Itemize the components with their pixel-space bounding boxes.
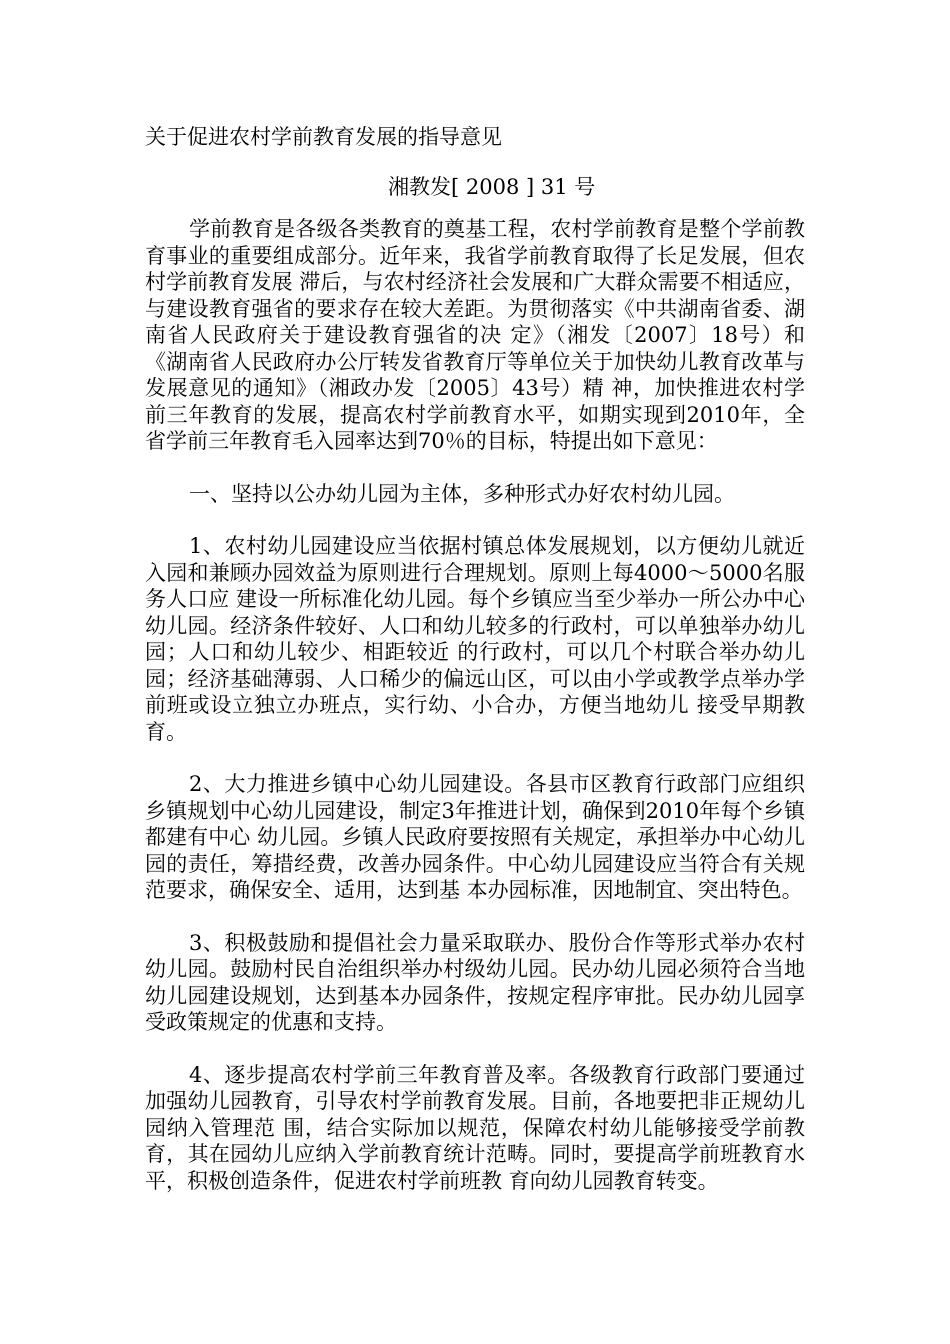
document-body (145, 216, 805, 1220)
paragraph-item-2: 2、大力推进乡镇中心幼儿园建设。各县市区教育行政部门应组织乡镇规划中心幼儿园建设，制定3年推进计划，确保到2010年每个乡镇都建有中心 幼儿园。乡镇人民政府要按照有关规定，承担举办中心幼儿园的责任，筹措经费，改善办园条件。中心幼儿园建设应当符合有关规范要求，确保安全、适用，达到基 本办园标准，因地制宜、突出特色。 (145, 772, 805, 902)
document-number: 湘教发[ 2008 ] 31 号 (388, 175, 596, 199)
paragraph-item-1: 1、农村幼儿园建设应当依据村镇总体发展规划，以方便幼儿就近入园和兼顾办园效益为原则进行合理规划。原则上每4000～5000名服务人口应 建设一所标准化幼儿园。每个乡镇应当至少举办一所公办中心幼儿园。经济条件较好、人口和幼儿较多的行政村，可以单独举办幼儿园；人口和幼儿较少、相距较近 的行政村，可以几个村联合举办幼儿园；经济基础薄弱、人口稀少的偏远山区，可以由小学或教学点举办学前班或设立独立办班点，实行幼、小合办，方便当地幼儿 接受早期教育。 (145, 534, 805, 744)
paragraph-item-4: 4、逐步提高农村学前三年教育普及率。各级教育行政部门要通过加强幼儿园教育，引导农村学前教育发展。目前，各地要把非正规幼儿园纳入管理范 围，结合实际加以规范，保障农村幼儿能够接受学前教育，其在园幼儿应纳入学前教育统计范畴。同时，要提高学前班教育水平，积极创造条件，促进农村学前班教 育向幼儿园教育转变。 (145, 1062, 805, 1193)
paragraph-intro: 学前教育是各级各类教育的奠基工程，农村学前教育是整个学前教育事业的重要组成部分。近年来，我省学前教育取得了长足发展，但农村学前教育发展 滞后，与农村经济社会发展和广大群众需要不相适应，与建设教育强省的要求存在较大差距。为贯彻落实《中共湖南省委、湖南省人民政府关于建设教育强省的决 定》（湘发〔2007〕18号）和《湖南省人民政府办公厅转发省教育厅等单位关于加快幼儿教育改革与发展意见的通知》（湘政办发〔2005〕43号）精 神，加快推进农村学前三年教育的发展，提高农村学前教育水平，如期实现到2010年，全省学前三年教育毛入园率达到70％的目标，特提出如下意见： (145, 217, 805, 453)
paragraph-item-3: 3、积极鼓励和提倡社会力量采取联办、股份合作等形式举办农村幼儿园。鼓励村民自治组织举办村级幼儿园。民办幼儿园必须符合当地幼儿园建设规划，达到基本办园条件，按规定程序审批。民办幼儿园享受政策规定的优惠和支持。 (145, 930, 805, 1034)
section-heading-1: 一、坚持以公办幼儿园为主体，多种形式办好农村幼儿园。 (189, 481, 735, 506)
document-title: 关于促进农村学前教育发展的指导意见 (145, 125, 502, 149)
